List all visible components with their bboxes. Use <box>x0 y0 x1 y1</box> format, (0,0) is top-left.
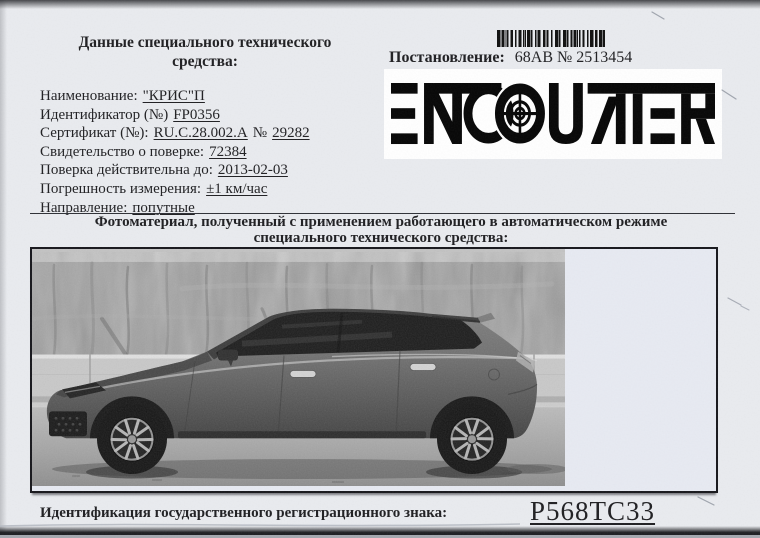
resolution-number-row <box>389 49 632 67</box>
photo-caption-line1: Фотоматериал, полученный с применением работающего в автоматическом режиме <box>94 214 668 230</box>
field-value: RU.C.28.002.A <box>153 125 248 142</box>
scan-edge-left <box>0 0 7 538</box>
encounter-logo-box <box>384 69 722 159</box>
field-label: Сертификат (№): <box>40 125 149 142</box>
photo-caption-line2: специального технического средства: <box>253 230 509 247</box>
field-label: Наименование: <box>40 88 138 104</box>
device-data-title <box>30 33 380 71</box>
device-data-title-line2: средства: <box>172 53 238 70</box>
encounter-logo-icon <box>391 83 715 145</box>
photo-caption <box>28 214 734 246</box>
field-row-name <box>40 87 310 106</box>
vehicle-photo <box>32 249 565 486</box>
field-value: "КРИС"П <box>142 88 205 104</box>
field-value: ±1 км/час <box>206 180 268 197</box>
field-label: Свидетельство о поверке: <box>40 143 205 160</box>
scan-edge-bottom <box>0 526 760 535</box>
field-row-verification-valid-until <box>40 161 310 180</box>
field-label: Идентификатор (№) <box>40 106 169 123</box>
field-label: Направление: <box>40 199 128 216</box>
barcode-image <box>497 30 605 47</box>
device-data-title-line1: Данные специального технического <box>78 34 332 51</box>
field-row-certificate <box>40 124 310 143</box>
plate-number: Р568ТС33 <box>530 496 656 526</box>
field-value-2: 29282 <box>272 125 310 142</box>
device-fields-list <box>40 87 310 217</box>
resolution-number: 68АВ № 2513454 <box>514 49 633 66</box>
field-number-sign: № <box>252 125 268 142</box>
field-value: попутные <box>132 199 195 216</box>
field-value: 2013-02-03 <box>217 162 288 179</box>
field-value: 72384 <box>209 143 247 160</box>
field-label: Поверка действительна до: <box>40 162 213 179</box>
scan-edge-top <box>0 0 760 9</box>
field-label: Погрешность измерения: <box>40 180 202 197</box>
field-row-measurement-error <box>40 180 310 199</box>
field-row-identifier <box>40 106 310 125</box>
photo-frame <box>30 247 718 493</box>
field-value: FP0356 <box>173 106 220 123</box>
plate-identification-label: Идентификация государственного регистрационного знака: <box>40 505 448 521</box>
resolution-label: Постановление: <box>389 49 505 66</box>
field-row-verification-certificate <box>40 143 310 162</box>
